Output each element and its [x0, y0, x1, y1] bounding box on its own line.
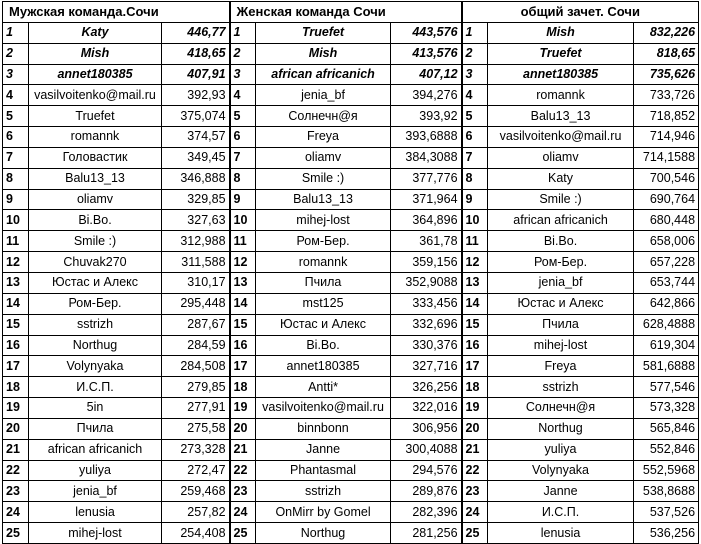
total-rank-cell: 23 — [462, 481, 488, 502]
total-rank-cell: 5 — [462, 106, 488, 127]
total-name-cell: african africanich — [488, 210, 634, 231]
total-name-cell: Janne — [488, 481, 634, 502]
women-rank-cell: 10 — [230, 210, 256, 231]
table-row — [3, 335, 699, 356]
men-score-cell: 279,85 — [162, 377, 230, 398]
women-score-cell: 394,276 — [391, 85, 462, 106]
total-name-cell: Freya — [488, 356, 634, 377]
total-rank-cell: 18 — [462, 377, 488, 398]
men-score-cell: 311,588 — [162, 252, 230, 273]
men-name-cell: lenusia — [29, 502, 162, 523]
women-name-cell: african africanich — [256, 64, 391, 85]
table-row — [3, 356, 699, 377]
total-score-cell: 700,546 — [634, 168, 699, 189]
women-name-cell: annet180385 — [256, 356, 391, 377]
table-row — [3, 460, 699, 481]
total-score-cell: 552,5968 — [634, 460, 699, 481]
women-name-cell: Юстас и Алекс — [256, 314, 391, 335]
men-name-cell: Balu13_13 — [29, 168, 162, 189]
men-name-cell: Volynyaka — [29, 356, 162, 377]
total-name-cell: vasilvoitenko@mail.ru — [488, 127, 634, 148]
men-score-cell: 407,91 — [162, 64, 230, 85]
men-rank-cell: 17 — [3, 356, 29, 377]
men-rank-cell: 11 — [3, 231, 29, 252]
men-score-cell: 272,47 — [162, 460, 230, 481]
men-rank-cell: 12 — [3, 252, 29, 273]
women-rank-cell: 2 — [230, 43, 256, 64]
table-row — [3, 439, 699, 460]
men-score-cell: 277,91 — [162, 398, 230, 419]
men-rank-cell: 4 — [3, 85, 29, 106]
men-score-cell: 312,988 — [162, 231, 230, 252]
total-score-cell: 657,228 — [634, 252, 699, 273]
women-score-cell: 361,78 — [391, 231, 462, 252]
total-name-cell: mihej-lost — [488, 335, 634, 356]
women-name-cell: romannk — [256, 252, 391, 273]
men-score-cell: 284,59 — [162, 335, 230, 356]
men-rank-cell: 5 — [3, 106, 29, 127]
total-score-cell: 690,764 — [634, 189, 699, 210]
men-score-cell: 374,57 — [162, 127, 230, 148]
women-name-cell: Northug — [256, 523, 391, 544]
total-name-cell: Mish — [488, 22, 634, 43]
women-rank-cell: 21 — [230, 439, 256, 460]
men-name-cell: vasilvoitenko@mail.ru — [29, 85, 162, 106]
table-row — [3, 398, 699, 419]
women-rank-cell: 24 — [230, 502, 256, 523]
total-score-cell: 832,226 — [634, 22, 699, 43]
men-rank-cell: 20 — [3, 418, 29, 439]
total-rank-cell: 14 — [462, 293, 488, 314]
women-rank-cell: 12 — [230, 252, 256, 273]
total-rank-cell: 11 — [462, 231, 488, 252]
men-name-cell: Пчила — [29, 418, 162, 439]
total-name-cell: Солнечн@я — [488, 398, 634, 419]
women-score-cell: 300,4088 — [391, 439, 462, 460]
women-rank-cell: 7 — [230, 147, 256, 168]
men-score-cell: 418,65 — [162, 43, 230, 64]
women-rank-cell: 18 — [230, 377, 256, 398]
total-score-cell: 658,006 — [634, 231, 699, 252]
men-name-cell: Northug — [29, 335, 162, 356]
total-rank-cell: 15 — [462, 314, 488, 335]
women-name-cell: Phantasmal — [256, 460, 391, 481]
women-rank-cell: 17 — [230, 356, 256, 377]
table-row — [3, 85, 699, 106]
standings-table — [2, 1, 699, 544]
total-name-cell: Katy — [488, 168, 634, 189]
women-score-cell: 377,776 — [391, 168, 462, 189]
men-name-cell: Ром-Бер. — [29, 293, 162, 314]
men-rank-cell: 8 — [3, 168, 29, 189]
total-name-cell: romannk — [488, 85, 634, 106]
women-name-cell: Mish — [256, 43, 391, 64]
women-score-cell: 327,716 — [391, 356, 462, 377]
men-rank-cell: 22 — [3, 460, 29, 481]
men-name-cell: jenia_bf — [29, 481, 162, 502]
men-rank-cell: 1 — [3, 22, 29, 43]
women-name-cell: Balu13_13 — [256, 189, 391, 210]
women-name-cell: Bi.Bo. — [256, 335, 391, 356]
women-score-cell: 393,92 — [391, 106, 462, 127]
total-rank-cell: 16 — [462, 335, 488, 356]
table-row — [3, 64, 699, 85]
women-rank-cell: 8 — [230, 168, 256, 189]
table-row — [3, 210, 699, 231]
total-score-cell: 552,846 — [634, 439, 699, 460]
women-score-cell: 413,576 — [391, 43, 462, 64]
women-name-cell: Пчила — [256, 272, 391, 293]
women-name-cell: Freya — [256, 127, 391, 148]
total-rank-cell: 22 — [462, 460, 488, 481]
header-row — [3, 2, 699, 23]
total-rank-cell: 12 — [462, 252, 488, 273]
total-score-cell: 714,946 — [634, 127, 699, 148]
women-name-cell: jenia_bf — [256, 85, 391, 106]
women-rank-cell: 20 — [230, 418, 256, 439]
men-score-cell: 310,17 — [162, 272, 230, 293]
women-score-cell: 371,964 — [391, 189, 462, 210]
men-rank-cell: 13 — [3, 272, 29, 293]
women-name-cell: mihej-lost — [256, 210, 391, 231]
women-score-cell: 289,876 — [391, 481, 462, 502]
men-name-cell: 5in — [29, 398, 162, 419]
men-score-cell: 275,58 — [162, 418, 230, 439]
table-row — [3, 252, 699, 273]
men-rank-cell: 6 — [3, 127, 29, 148]
men-name-cell: И.С.П. — [29, 377, 162, 398]
total-name-cell: Truefet — [488, 43, 634, 64]
men-rank-cell: 23 — [3, 481, 29, 502]
men-name-cell: oliamv — [29, 189, 162, 210]
overall-standings-header: общий зачет. Сочи — [462, 2, 699, 23]
men-name-cell: yuliya — [29, 460, 162, 481]
total-name-cell: Northug — [488, 418, 634, 439]
total-name-cell: Пчила — [488, 314, 634, 335]
men-rank-cell: 2 — [3, 43, 29, 64]
total-score-cell: 573,328 — [634, 398, 699, 419]
men-score-cell: 446,77 — [162, 22, 230, 43]
men-score-cell: 273,328 — [162, 439, 230, 460]
women-score-cell: 443,576 — [391, 22, 462, 43]
women-rank-cell: 4 — [230, 85, 256, 106]
women-score-cell: 393,6888 — [391, 127, 462, 148]
men-score-cell: 329,85 — [162, 189, 230, 210]
women-rank-cell: 6 — [230, 127, 256, 148]
women-rank-cell: 25 — [230, 523, 256, 544]
women-score-cell: 306,956 — [391, 418, 462, 439]
total-score-cell: 642,866 — [634, 293, 699, 314]
women-name-cell: Smile :) — [256, 168, 391, 189]
men-name-cell: Smile :) — [29, 231, 162, 252]
women-score-cell: 364,896 — [391, 210, 462, 231]
men-rank-cell: 24 — [3, 502, 29, 523]
total-score-cell: 714,1588 — [634, 147, 699, 168]
total-score-cell: 538,8688 — [634, 481, 699, 502]
men-name-cell: romannk — [29, 127, 162, 148]
total-rank-cell: 17 — [462, 356, 488, 377]
men-name-cell: Юстас и Алекс — [29, 272, 162, 293]
total-score-cell: 680,448 — [634, 210, 699, 231]
women-score-cell: 294,576 — [391, 460, 462, 481]
total-rank-cell: 4 — [462, 85, 488, 106]
total-rank-cell: 24 — [462, 502, 488, 523]
total-name-cell: annet180385 — [488, 64, 634, 85]
men-rank-cell: 3 — [3, 64, 29, 85]
men-rank-cell: 21 — [3, 439, 29, 460]
women-rank-cell: 13 — [230, 272, 256, 293]
total-score-cell: 653,744 — [634, 272, 699, 293]
total-score-cell: 577,546 — [634, 377, 699, 398]
women-score-cell: 282,396 — [391, 502, 462, 523]
table-row — [3, 189, 699, 210]
table-row — [3, 377, 699, 398]
women-score-cell: 332,696 — [391, 314, 462, 335]
women-name-cell: Ром-Бер. — [256, 231, 391, 252]
table-row — [3, 502, 699, 523]
total-score-cell: 536,256 — [634, 523, 699, 544]
table-row — [3, 147, 699, 168]
women-name-cell: vasilvoitenko@mail.ru — [256, 398, 391, 419]
women-score-cell: 384,3088 — [391, 147, 462, 168]
men-rank-cell: 19 — [3, 398, 29, 419]
men-rank-cell: 18 — [3, 377, 29, 398]
table-row — [3, 418, 699, 439]
total-name-cell: Юстас и Алекс — [488, 293, 634, 314]
total-score-cell: 733,726 — [634, 85, 699, 106]
table-row — [3, 314, 699, 335]
table-row — [3, 523, 699, 544]
women-name-cell: OnMirr by Gomel — [256, 502, 391, 523]
men-name-cell: annet180385 — [29, 64, 162, 85]
total-score-cell: 619,304 — [634, 335, 699, 356]
total-score-cell: 581,6888 — [634, 356, 699, 377]
women-rank-cell: 1 — [230, 22, 256, 43]
total-name-cell: yuliya — [488, 439, 634, 460]
total-rank-cell: 13 — [462, 272, 488, 293]
total-rank-cell: 9 — [462, 189, 488, 210]
women-name-cell: Truefet — [256, 22, 391, 43]
total-name-cell: Bi.Bo. — [488, 231, 634, 252]
men-rank-cell: 14 — [3, 293, 29, 314]
men-name-cell: Bi.Bo. — [29, 210, 162, 231]
women-rank-cell: 23 — [230, 481, 256, 502]
total-rank-cell: 6 — [462, 127, 488, 148]
men-name-cell: Mish — [29, 43, 162, 64]
men-rank-cell: 16 — [3, 335, 29, 356]
women-rank-cell: 3 — [230, 64, 256, 85]
table-row — [3, 22, 699, 43]
table-row — [3, 106, 699, 127]
women-score-cell: 407,12 — [391, 64, 462, 85]
men-score-cell: 254,408 — [162, 523, 230, 544]
total-score-cell: 718,852 — [634, 106, 699, 127]
women-name-cell: Janne — [256, 439, 391, 460]
men-name-cell: Katy — [29, 22, 162, 43]
men-score-cell: 375,074 — [162, 106, 230, 127]
total-rank-cell: 19 — [462, 398, 488, 419]
total-rank-cell: 8 — [462, 168, 488, 189]
total-rank-cell: 25 — [462, 523, 488, 544]
total-rank-cell: 1 — [462, 22, 488, 43]
men-score-cell: 346,888 — [162, 168, 230, 189]
women-rank-cell: 11 — [230, 231, 256, 252]
men-rank-cell: 7 — [3, 147, 29, 168]
women-score-cell: 333,456 — [391, 293, 462, 314]
men-score-cell: 392,93 — [162, 85, 230, 106]
total-rank-cell: 3 — [462, 64, 488, 85]
men-rank-cell: 25 — [3, 523, 29, 544]
total-score-cell: 537,526 — [634, 502, 699, 523]
women-rank-cell: 16 — [230, 335, 256, 356]
men-team-header: Мужская команда.Сочи — [3, 2, 230, 23]
women-score-cell: 281,256 — [391, 523, 462, 544]
total-name-cell: jenia_bf — [488, 272, 634, 293]
total-score-cell: 628,4888 — [634, 314, 699, 335]
men-score-cell: 287,67 — [162, 314, 230, 335]
men-name-cell: Truefet — [29, 106, 162, 127]
women-rank-cell: 15 — [230, 314, 256, 335]
total-name-cell: Smile :) — [488, 189, 634, 210]
total-rank-cell: 20 — [462, 418, 488, 439]
table-row — [3, 127, 699, 148]
women-team-header: Женская команда Сочи — [230, 2, 462, 23]
women-rank-cell: 22 — [230, 460, 256, 481]
total-name-cell: Volynyaka — [488, 460, 634, 481]
total-rank-cell: 7 — [462, 147, 488, 168]
table-row — [3, 293, 699, 314]
women-score-cell: 330,376 — [391, 335, 462, 356]
total-name-cell: И.С.П. — [488, 502, 634, 523]
men-name-cell: Chuvak270 — [29, 252, 162, 273]
men-rank-cell: 10 — [3, 210, 29, 231]
men-score-cell: 257,82 — [162, 502, 230, 523]
total-name-cell: Ром-Бер. — [488, 252, 634, 273]
men-score-cell: 295,448 — [162, 293, 230, 314]
total-name-cell: Balu13_13 — [488, 106, 634, 127]
total-score-cell: 565,846 — [634, 418, 699, 439]
men-name-cell: Головастик — [29, 147, 162, 168]
table-row — [3, 43, 699, 64]
women-score-cell: 359,156 — [391, 252, 462, 273]
women-score-cell: 326,256 — [391, 377, 462, 398]
women-rank-cell: 19 — [230, 398, 256, 419]
total-score-cell: 818,65 — [634, 43, 699, 64]
men-rank-cell: 15 — [3, 314, 29, 335]
women-name-cell: binnbonn — [256, 418, 391, 439]
women-score-cell: 322,016 — [391, 398, 462, 419]
total-score-cell: 735,626 — [634, 64, 699, 85]
total-name-cell: lenusia — [488, 523, 634, 544]
women-name-cell: oliamv — [256, 147, 391, 168]
table-row — [3, 168, 699, 189]
women-score-cell: 352,9088 — [391, 272, 462, 293]
women-name-cell: sstrizh — [256, 481, 391, 502]
men-score-cell: 349,45 — [162, 147, 230, 168]
men-score-cell: 327,63 — [162, 210, 230, 231]
men-name-cell: sstrizh — [29, 314, 162, 335]
total-rank-cell: 10 — [462, 210, 488, 231]
women-rank-cell: 9 — [230, 189, 256, 210]
women-name-cell: mst125 — [256, 293, 391, 314]
total-rank-cell: 2 — [462, 43, 488, 64]
women-rank-cell: 14 — [230, 293, 256, 314]
table-row — [3, 231, 699, 252]
women-name-cell: Antti* — [256, 377, 391, 398]
total-name-cell: oliamv — [488, 147, 634, 168]
women-name-cell: Солнечн@я — [256, 106, 391, 127]
table-row — [3, 481, 699, 502]
men-score-cell: 284,508 — [162, 356, 230, 377]
total-rank-cell: 21 — [462, 439, 488, 460]
men-score-cell: 259,468 — [162, 481, 230, 502]
men-name-cell: mihej-lost — [29, 523, 162, 544]
total-name-cell: sstrizh — [488, 377, 634, 398]
men-rank-cell: 9 — [3, 189, 29, 210]
men-name-cell: african africanich — [29, 439, 162, 460]
women-rank-cell: 5 — [230, 106, 256, 127]
table-row — [3, 272, 699, 293]
